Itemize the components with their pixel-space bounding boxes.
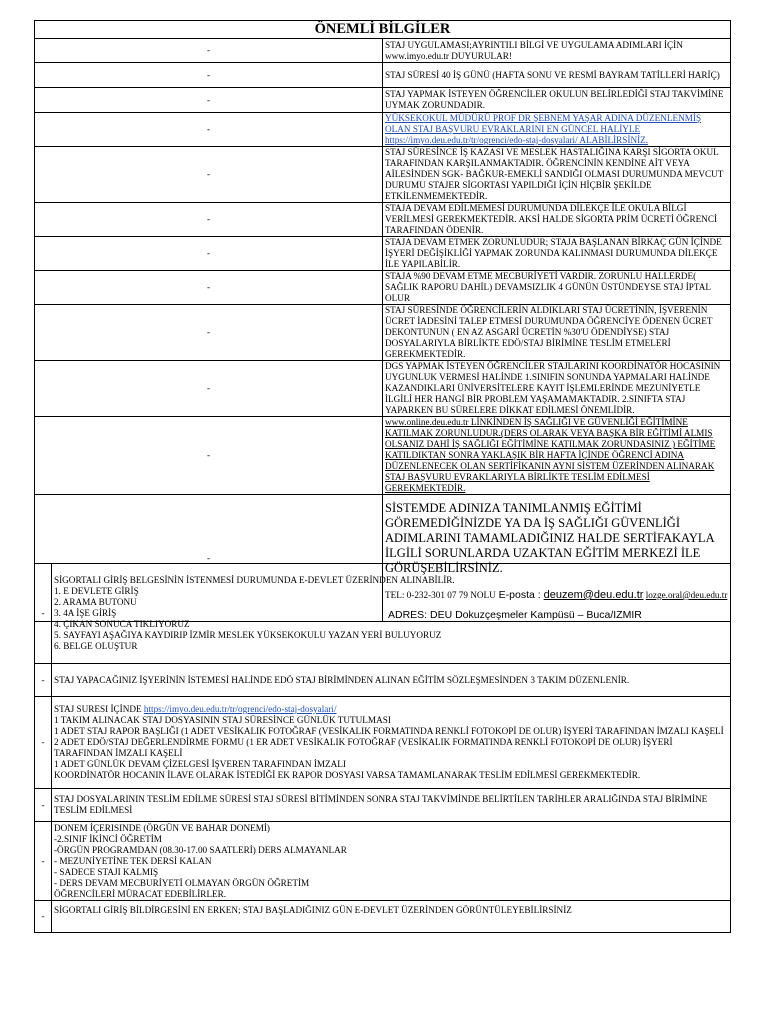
- row-dash: -: [35, 203, 383, 237]
- row-dash: -: [35, 664, 52, 697]
- proc-row-2: STAJ YAPACAĞINIZ İŞYERİNİN İSTEMESİ HALİNDE EDÖ STAJ BİRİMİNDEN ALINAN EĞİTİM SÖZLEŞMESİNDEN 3 TAKIM DÜZENLENİR.: [52, 664, 731, 697]
- proc-line: -2.SINIF İKİNCİ ÖĞRETİM: [54, 833, 162, 844]
- row-dash: -: [35, 417, 383, 495]
- proc-row-3-prefix: STAJ SURESI İÇİNDE: [54, 704, 144, 714]
- proc-row-4: STAJ DOSYALARININ TESLİM EDİLME SÜRESİ STAJ SÜRESİ BİTİMİNDEN SONRA STAJ TAKVİMİNDE BELİRTİLEN TARİHLER ARALIĞINDA STAJ BİRİMİNE TESLİM EDİLMESİ: [52, 789, 731, 822]
- proc-line: 1. E DEVLETE GİRİŞ: [54, 586, 139, 596]
- proc-line: 2 ADET EDÖ/STAJ DEĞERLENDİRME FORMU (1 ER ADET VESİKALIK FOTOĞRAF (VESİKALIK FORMATINDA RENKLİ FOTOKOPİ DE OLUR) İŞYERİ TARAFINDAN İMZALI KAŞELİ: [54, 737, 673, 758]
- row-dash: -: [35, 495, 383, 622]
- proc-line: DONEM İÇERISINDE (ÖRGÜN VE BAHAR DONEMİ): [54, 822, 270, 833]
- row-dash: -: [35, 147, 383, 203]
- proc-line: KOORDİNATÖR HOCANIN İLAVE OLARAK İSTEDİĞİ EK RAPOR DOSYASI VARSA TAMAMLANARAK TESLİM EDİLMESİ GEREKMEKTEDİR.: [54, 770, 641, 780]
- info-row-6: STAJA DEVAM EDİLMEMESİ DURUMUNDA DİLEKÇE İLE OKULA BİLGİ VERİLMESİ GEREKMEKTEDİR. AKSİ HALDE SİGORTA PRİM ÜCRETİ ÖĞRENCİ TARAFINDAN ÖDENİR.: [383, 203, 731, 237]
- proc-line: 4. ÇIKAN SONUCA TIKLIYORUZ: [54, 619, 190, 629]
- row-dash: -: [35, 63, 383, 88]
- uzem-email-link[interactable]: deuzem@deu.edu.tr: [543, 589, 644, 601]
- info-row-5: STAJ SÜRESİNCE İŞ KAZASI VE MESLEK HASTALIĞINA KARŞI SİGORTA OKUL TARAFINDAN KARŞILANMAKTADIR. ÖĞRENCİNİN KENDİNE AİT VEYA AİLESİNDEN SGK- BAĞKUR-EMEKLİ SANDIĞI OLMASI DURUMUNDA MEVCUT DURUMU STAJER SİGORTASI YAPILDIĞI İÇİN HİÇBİR ŞEKİLDE ETKİLENMEMEKTEDİR.: [383, 147, 731, 203]
- proc-line: SİGORTALI GİRİŞ BELGESİNİN İSTENMESİ DURUMUNDA E-DEVLET ÜZERİNDEN ALINABİLİR.: [54, 575, 455, 585]
- proc-line: - SADECE STAJI KALMIŞ: [54, 866, 159, 877]
- uzem-address: ADRES: DEU Dokuzçeşmeler Kampüsü – Buca/IZMIR: [388, 609, 642, 621]
- proc-line: - DERS DEVAM MECBURİYETİ OLMAYAN ÖRGÜN ÖĞRETİM: [54, 877, 310, 888]
- row-dash: -: [35, 39, 383, 63]
- row-dash: -: [35, 271, 383, 305]
- row-dash: -: [35, 237, 383, 271]
- row-dash: -: [35, 789, 52, 822]
- proc-line: 6. BELGE OLUŞTUR: [54, 641, 138, 651]
- row-dash: -: [35, 113, 383, 147]
- staj-documents-text[interactable]: YÜKSEKOKUL MÜDÜRÜ PROF DR ŞEBNEM YAŞAR ADINA DÜZENLENMİŞ OLAN STAJ BAŞVURU EVRAKLARINI EN GÜNCEL HALİYLE: [385, 113, 702, 134]
- proc-line: 2. ARAMA BUTONU: [54, 597, 137, 607]
- info-row-7: STAJA DEVAM ETMEK ZORUNLUDUR; STAJA BAŞLANAN BİRKAÇ GÜN İÇİNDE İŞYERİ DEĞİŞİKLİĞİ YAPMAK ZORUNDA KALINMASI DURUMUNDA DİLEKÇE İLE YAPILABİLİR.: [383, 237, 731, 271]
- proc-line: 1 ADET STAJ RAPOR BAŞLIĞI (1 ADET VESİKALIK FOTOĞRAF (VESİKALIK FORMATINDA RENKLİ FOTOKOPİ DE OLUR) İŞYERİ TARAFINDAN İMZALI KAŞELİ: [54, 726, 724, 736]
- info-row-10: DGS YAPMAK İSTEYEN ÖĞRENCİLER STAJLARINI KOORDİNATÖR HOCASININ UYGUNLUK VERMESİ HALİNDE 1.SINIFIN SONUNDA YAPMALARI HALİNDE KAZANDIKLARI ÜNİVERSİTELERE KAYIT İŞLEMLERİNDE MEZUNİYETLE İLGİLİ HER HANGİ BİR PROBLEM YAŞAMAMAKTADIR. 2.SINIFTA STAJ YAPARKEN BU SÜRELERE DİKKAT EDİLMESİ ÖNEMLİDİR.: [383, 361, 731, 417]
- uzem-contact-text: SİSTEMDE ADINIZA TANIMLANMIŞ EĞİTİMİ GÖREMEDİĞİNİZDE YA DA İŞ SAĞLIĞI GÜVENLİĞİ ADIMLARINI TAMAMLADIĞINIZ HALDE SERTİFAKAYLA İLGİLİ SORUNLARDA UZAKTAN EĞİTİM MERKEZİ İLE GÖRÜŞEBİLİRSİNİZ.: [385, 501, 714, 575]
- info-row-11: www.online.deu.edu.tr LİNKİNDEN İŞ SAĞLIĞI VE GÜVENLİĞİ EĞİTİMİNE KATILMAK ZORUNLUDUR.(DERS OLARAK VEYA BAŞKA BİR EĞİTİMİ ALMIŞ OLSANIZ DAHİ İŞ SAĞLIĞI EĞİTİMİNE KATILMAK ZORUNDASINIZ ) EĞİTİME KATILDIKTAN SONRA YAKLAŞIK BİR HAFTA İÇİNDE ÖĞRENCİ ADINA DÜZENLENECEK OLAN SERTİFİKANIN AYNI SİSTEM ÜZERİNDEN ALINARAK STAJ BAŞVURU EVRAKLARIYLA BİRLİKTE TESLİM EDİLMESİ GEREKMEKTEDİR.: [383, 417, 731, 495]
- row-dash: -: [35, 305, 383, 361]
- row-dash: -: [35, 697, 52, 789]
- page-title: ÖNEMLİ BİLGİLER: [35, 21, 731, 39]
- info-row-8: STAJA %90 DEVAM ETME MECBURİYETİ VARDIR. ZORUNLU HALLERDE( SAĞLIK RAPORU DAHİL) DEVAMSIZLIK 4 GÜNÜN ÜSTÜNDEYSE STAJ İPTAL OLUR: [383, 271, 731, 305]
- proc-row-3: [52, 697, 731, 789]
- row-dash: -: [35, 361, 383, 417]
- proc-line: 1 ADET GÜNLÜK DEVAM ÇİZELGESİ İŞVEREN TARAFINDAN İMZALI: [54, 759, 346, 769]
- proc-line: 1 TAKIM ALINACAK STAJ DOSYASININ STAJ SÜRESİNCE GÜNLÜK TUTULMASI: [54, 715, 391, 725]
- row-dash: -: [35, 822, 52, 901]
- staj-documents-link[interactable]: https://imyo.deu.edu.tr/tr/ogrenci/edo-staj-dosyalari/: [385, 135, 578, 145]
- proc-row-6: SİGORTALI GİRİŞ BİLDİRGESİNİ EN ERKEN; STAJ BAŞLADIĞINIZ GÜN E-DEVLET ÜZERİNDEN GÖRÜNTÜLEYEBİLİRSİNİZ: [52, 901, 731, 933]
- info-row-3: STAJ YAPMAK İSTEYEN ÖĞRENCİLER OKULUN BELİRLEDİĞİ STAJ TAKVİMİNE UYMAK ZORUNDADIR.: [383, 88, 731, 113]
- row-dash: -: [35, 88, 383, 113]
- proc-row-5: [52, 822, 731, 901]
- info-row-2: STAJ SÜRESİ 40 İŞ GÜNÜ (HAFTA SONU VE RESMİ BAYRAM TATİLLERİ HARİÇ): [383, 63, 731, 88]
- contact-email-link[interactable]: lozge.oral@deu.edu.tr: [645, 590, 728, 600]
- proc-line: - MEZUNİYETİNE TEK DERSİ KALAN: [54, 855, 212, 866]
- staj-files-link[interactable]: https://imyo.deu.edu.tr/tr/ogrenci/edo-staj-dosyalari/: [143, 704, 337, 714]
- staj-documents-tail[interactable]: ALABİLİRSİNİZ.: [577, 135, 649, 145]
- row-dash: -: [35, 564, 52, 664]
- row-dash: -: [35, 901, 52, 933]
- info-row-4: [383, 113, 731, 147]
- info-row-9: STAJ SÜRESİNDE ÖĞRENCİLERİN ALDIKLARI STAJ ÜCRETİNİN, İŞVERENİN ÜCRET İADESİNİ TALEP ETMESİ DURUMUNDA ÖĞRENCİYE ÖDENEN ÜCRET DEKONTUNUN ( EN AZ ASGARİ ÜCRETİN %30'U ÖDENDİYSE) STAJ DOSYALARIYLA BİRLİKTE EDÖ/STAJ BİRİMİNE TESLİM ETMELERİ GEREKMEKTEDİR.: [383, 305, 731, 361]
- proc-line: 5. SAYFAYI AŞAĞIYA KAYDIRIP İZMİR MESLEK YÜKSEKOKULU YAZAN YERİ BULUYORUZ: [54, 630, 442, 640]
- eposta-label: E-posta :: [495, 589, 544, 601]
- proc-line: 3. 4A İŞE GİRİŞ: [54, 608, 117, 618]
- important-info-table: [34, 20, 731, 622]
- proc-line: -ÖRGÜN PROGRAMDAN (08.30-17.00 SAATLERİ) DERS ALMAYANLAR: [54, 844, 347, 855]
- proc-line: ÖĞRENCİLERİ MÜRACAT EDEBİLİRLER.: [54, 888, 227, 899]
- proc-row-1: [52, 564, 731, 664]
- info-row-1: STAJ UYGULAMASI;AYRINTILI BİLGİ VE UYGULAMA ADIMLARI İÇİN www.imyo.edu.tr DUYURULAR!: [383, 39, 731, 63]
- uzem-phone: TEL: 0-232-301 07 79 NOLU: [385, 590, 496, 600]
- procedures-table: [34, 563, 731, 933]
